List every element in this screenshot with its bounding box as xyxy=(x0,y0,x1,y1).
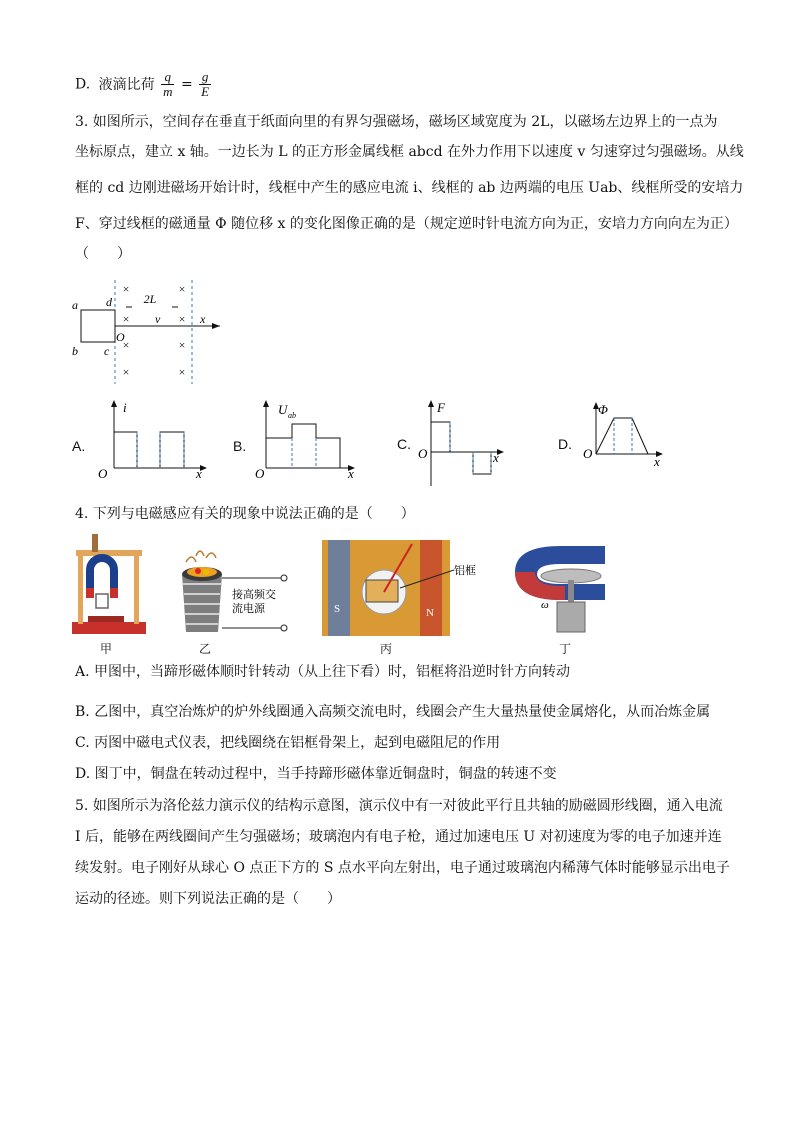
svg-text:铝框: 铝框 xyxy=(454,565,476,577)
fraction-g-e: $\frac{g}{E}$ xyxy=(201,69,210,99)
fig-label-x: x xyxy=(200,312,206,326)
q4-option-b[interactable]: B. 乙图中，真空冶炼炉的炉外线圈通入高频交流电时，线圈会产生大量热量使金属熔化，从而冶炼金属 xyxy=(75,704,711,720)
q3-line-4: F、穿过线框的磁通量 Φ 随位移 x 的变化图像正确的是（规定逆时针电流方向为正，安培力方向向左为正） xyxy=(75,216,738,232)
svg-text:ab: ab xyxy=(288,411,296,420)
q3-option-a-label[interactable]: A. xyxy=(72,438,86,454)
fig-label-origin: O xyxy=(116,330,125,344)
field-cross: × xyxy=(178,365,186,379)
svg-text:x: x xyxy=(654,454,660,469)
q4-option-a[interactable]: A. 甲图中，当蹄形磁体顺时针转动（从上往下看）时，铝框将沿逆时针方向转动 xyxy=(75,664,571,680)
q3-line-2: 坐标原点，建立 x 轴。一边长为 L 的正方形金属线框 abcd 在外力作用下以速度 v 匀速穿过匀强磁场。从线 xyxy=(75,144,744,160)
svg-text:F: F xyxy=(437,400,445,415)
svg-text:U: U xyxy=(278,402,288,417)
svg-text:N: N xyxy=(426,607,434,619)
q3-graph-a[interactable] xyxy=(92,398,212,478)
svg-text:i: i xyxy=(123,400,127,415)
q4-figure-yi xyxy=(172,544,302,640)
svg-text:O: O xyxy=(98,466,108,478)
q4-figure-ding xyxy=(505,542,615,638)
fig-label-width: 2L xyxy=(143,292,157,306)
option-label: D. xyxy=(75,76,91,93)
svg-text:x: x xyxy=(493,450,499,465)
q5-line-3: 续发射。电子刚好从球心 O 点正下方的 S 点水平向左射出，电子通过玻璃泡内稀薄气体时能够显示出电子 xyxy=(75,860,730,876)
caption-jia: 甲 xyxy=(99,642,112,656)
q3-option-d-label[interactable]: D. xyxy=(558,436,572,452)
svg-text:O: O xyxy=(583,446,593,461)
q4-figure-bing xyxy=(322,540,482,636)
q4-stem: 4. 下列与电磁感应有关的现象中说法正确的是（ ） xyxy=(75,506,415,522)
q5-line-2: I 后，能够在两线圈间产生匀强磁场；玻璃泡内有电子枪，通过加速电压 U 对初速度为零的电子加速并连 xyxy=(75,829,722,845)
svg-text:O: O xyxy=(255,466,265,478)
equals-sign: = xyxy=(180,76,193,93)
fig-label-d: d xyxy=(106,295,112,309)
q3-line-1: 3. 如图所示，空间存在垂直于纸面向里的有界匀强磁场，磁场区域宽度为 2L，以磁场左边界上的一点为 xyxy=(75,114,718,130)
svg-text:接高频交: 接高频交 xyxy=(232,589,276,601)
q3-graph-c[interactable] xyxy=(415,398,515,488)
q3-line-5: （ ） xyxy=(75,246,131,262)
q3-graph-b[interactable] xyxy=(252,398,362,478)
fig-label-a: a xyxy=(72,298,78,312)
field-cross: × xyxy=(122,282,130,296)
field-cross: × xyxy=(122,365,130,379)
caption-bing: 丙 xyxy=(379,642,392,656)
q5-line-4: 运动的径迹。则下列说法正确的是（ ） xyxy=(75,891,341,907)
svg-text:ω: ω xyxy=(541,599,549,611)
fig-label-b: b xyxy=(72,344,78,358)
caption-ding: 丁 xyxy=(558,642,571,656)
fig-label-c: c xyxy=(104,344,110,358)
q3-graph-d[interactable] xyxy=(576,400,676,470)
fig-label-v: v xyxy=(155,312,161,326)
q5-line-1: 5. 如图所示为洛伦兹力演示仪的结构示意图，演示仪中有一对彼此平行且共轴的励磁圆形线圈，通入电流 xyxy=(75,798,723,814)
field-cross: × xyxy=(178,312,186,326)
q3-option-c-label[interactable]: C. xyxy=(397,436,411,452)
option-text: 液滴比荷 xyxy=(98,76,155,93)
svg-text:S: S xyxy=(334,603,341,615)
fraction-q-m: $\frac{q}{m}$ xyxy=(163,69,173,99)
prev-option-d xyxy=(75,70,213,99)
svg-text:x: x xyxy=(348,466,354,478)
q3-option-b-label[interactable]: B. xyxy=(233,438,247,454)
field-cross: × xyxy=(178,282,186,296)
q3-line-3: 框的 cd 边刚进磁场开始计时，线框中产生的感应电流 i、线框的 ab 边两端的电压 Uab、线框所受的安培力 xyxy=(75,180,744,196)
svg-text:O: O xyxy=(418,446,428,461)
field-cross: × xyxy=(178,338,186,352)
svg-text:流电源: 流电源 xyxy=(232,603,265,615)
field-cross: × xyxy=(122,338,130,352)
svg-text:Φ: Φ xyxy=(598,402,608,417)
svg-text:x: x xyxy=(196,466,202,478)
q4-option-c[interactable]: C. 丙图中磁电式仪表，把线圈绕在铝框骨架上，起到电磁阻尼的作用 xyxy=(75,735,501,751)
q3-field-figure xyxy=(66,276,236,386)
caption-yi: 乙 xyxy=(198,642,211,656)
q4-option-d[interactable]: D. 图丁中，铜盘在转动过程中，当手持蹄形磁体靠近铜盘时，铜盘的转速不变 xyxy=(75,766,557,782)
field-cross: × xyxy=(122,312,130,326)
q4-figure-jia xyxy=(70,530,150,638)
